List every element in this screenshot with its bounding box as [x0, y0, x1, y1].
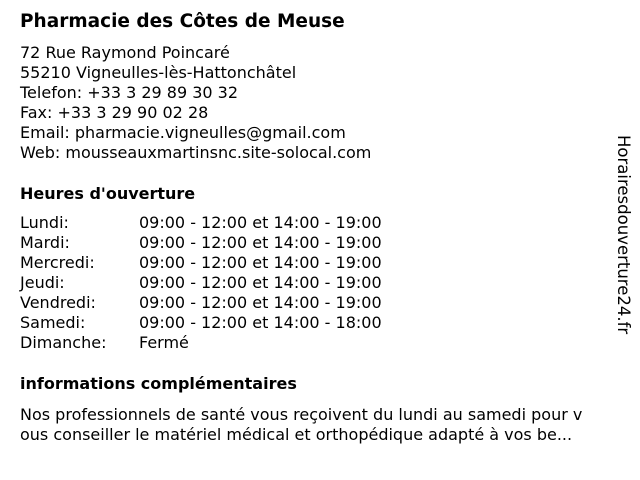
day-label: Samedi: [20, 313, 86, 332]
time-value: 09:00 - 12:00 et 14:00 - 19:00 [139, 233, 382, 252]
time-value: 09:00 - 12:00 et 14:00 - 19:00 [139, 213, 382, 232]
fax-number: Fax: +33 3 29 90 02 28 [20, 103, 209, 122]
hours-heading: Heures d'ouverture [20, 184, 196, 203]
address-city: 55210 Vigneulles-lès-Hattonchâtel [20, 63, 297, 82]
info-line: Nos professionnels de santé vous reçoivent du lundi au samedi pour v [20, 405, 583, 424]
pharmacy-name: Pharmacie des Côtes de Meuse [20, 11, 345, 32]
time-value: Fermé [139, 333, 189, 352]
time-value: 09:00 - 12:00 et 14:00 - 19:00 [139, 253, 382, 272]
site-watermark: Horairesdouverture24.fr [614, 135, 633, 335]
contact-block [20, 43, 371, 163]
phone-number: Telefon: +33 3 29 89 30 32 [20, 83, 239, 102]
day-label: Mardi: [20, 233, 70, 252]
day-label: Dimanche: [20, 333, 107, 352]
email-address: Email: pharmacie.vigneulles@gmail.com [20, 123, 346, 142]
day-label: Vendredi: [20, 293, 96, 312]
info-line: ous conseiller le matériel médical et orthopédique adapté à vos be... [20, 425, 573, 444]
time-value: 09:00 - 12:00 et 14:00 - 19:00 [139, 273, 382, 292]
day-label: Lundi: [20, 213, 69, 232]
address-street: 72 Rue Raymond Poincaré [20, 43, 230, 62]
day-label: Mercredi: [20, 253, 95, 272]
info-heading: informations complémentaires [20, 374, 297, 393]
day-label: Jeudi: [20, 273, 65, 292]
time-value: 09:00 - 12:00 et 14:00 - 18:00 [139, 313, 382, 332]
website-address: Web: mousseauxmartinsnc.site-solocal.com [20, 143, 372, 162]
info-description [20, 405, 640, 445]
time-value: 09:00 - 12:00 et 14:00 - 19:00 [139, 293, 382, 312]
